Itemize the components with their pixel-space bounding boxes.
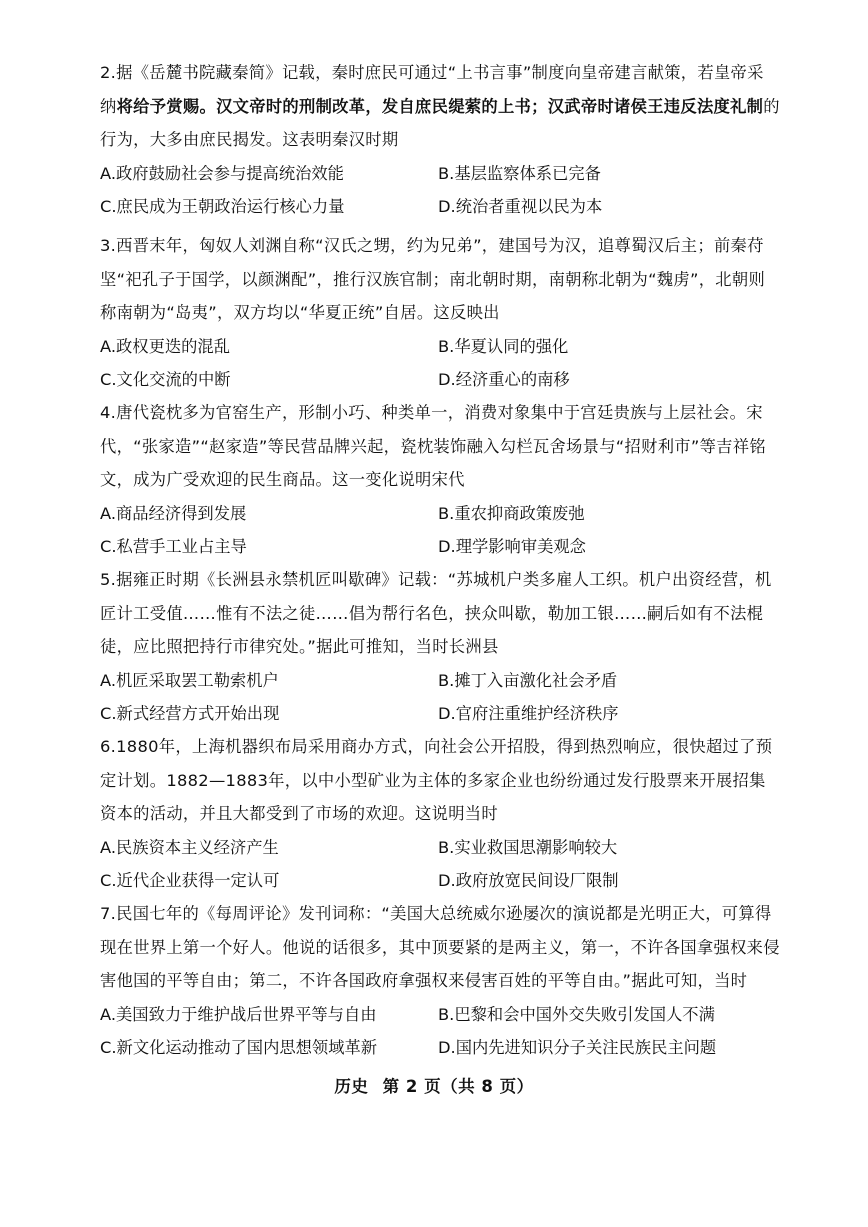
question-stem: 4.唐代瓷枕多为官窑生产，形制小巧、种类单一，消费对象集中于宫廷贵族与上层社会。宋代，“张家造”“赵家造”等民营品牌兴起，瓷枕装饰融入勾栏瓦舍场景与“招财利市”等吉祥铭文，成为广受欢迎的民生商品。这一变化说明宋代 [100, 403, 766, 489]
option-b[interactable]: B.实业救国思潮影响较大 [438, 837, 618, 857]
stem-text: 的行为，大多由庶民揭发。这表明秦汉时期 [100, 96, 780, 149]
option-b[interactable]: B.摊丁入亩激化社会矛盾 [438, 670, 618, 690]
option-b[interactable]: B.重农抑商政策废弛 [438, 503, 585, 523]
option-a[interactable]: A.政权更迭的混乱 [100, 336, 230, 356]
stem-text-bold: 将给予赏赐。汉文帝时的刑制改革，发自庶民缇萦的上书；汉武帝时诸侯王违反法度礼制 [116, 96, 764, 116]
option-c[interactable]: C.私营手工业占主导 [100, 537, 247, 556]
option-d[interactable]: D.经济重心的南移 [438, 370, 570, 389]
question-stem: 3.西晋末年，匈奴人刘渊自称“汉氏之甥，约为兄弟”，建国号为汉，追尊蜀汉后主；前秦苻坚“祀孔子于国学，以颜渊配”，推行汉族官制；南北朝时期，南朝称北朝为“魏虏”，北朝则称南朝为“岛夷”，双方均以“华夏正统”自居。这反映出 [100, 236, 766, 322]
question-7 [100, 897, 780, 1065]
options [100, 831, 780, 898]
option-d[interactable]: D.国内先进知识分子关注民族民主问题 [438, 1038, 717, 1057]
question-5 [100, 563, 780, 731]
question-stem [100, 56, 780, 157]
footer-page-number: 第 2 页（共 8 页） [382, 1077, 534, 1096]
option-d[interactable]: D.政府放宽民间设厂限制 [438, 871, 619, 890]
options [100, 497, 780, 564]
option-c[interactable]: C.近代企业获得一定认可 [100, 871, 280, 890]
option-b[interactable]: B.巴黎和会中国外交失败引发国人不满 [438, 1004, 715, 1024]
option-b[interactable]: B.基层监察体系已完备 [438, 163, 601, 183]
option-d[interactable]: D.统治者重视以民为本 [438, 197, 603, 216]
option-a[interactable]: A.商品经济得到发展 [100, 503, 247, 523]
option-a[interactable]: A.民族资本主义经济产生 [100, 837, 279, 857]
option-c[interactable]: C.新式经营方式开始出现 [100, 704, 280, 723]
option-a[interactable]: A.机匠采取罢工勒索机户 [100, 670, 279, 690]
option-c[interactable]: C.新文化运动推动了国内思想领域革新 [100, 1038, 378, 1057]
options [100, 330, 780, 397]
option-c[interactable]: C.庶民成为王朝政治运行核心力量 [100, 197, 345, 216]
option-a[interactable]: A.政府鼓励社会参与提高统治效能 [100, 163, 344, 183]
question-2 [100, 56, 780, 224]
question-stem: 6.1880年，上海机器织布局采用商办方式，向社会公开招股，得到热烈响应，很快超过了预定计划。1882—1883年，以中小型矿业为主体的多家企业也纷纷通过发行股票来开展招集资本的活动，并且大都受到了市场的欢迎。这说明当时 [100, 737, 773, 823]
question-stem: 5.据雍正时期《长洲县永禁机匠叫歇碑》记载：“苏城机户类多雇人工织。机户出资经营，机匠计工受值……惟有不法之徒……倡为帮行名色，挟众叫歇，勒加工银……嗣后如有不法棍徒，应比照把持行市律究处。”据此可推知，当时长洲县 [100, 570, 772, 656]
option-c[interactable]: C.文化交流的中断 [100, 370, 231, 389]
question-4 [100, 396, 780, 564]
question-6 [100, 730, 780, 898]
page-footer [0, 1073, 868, 1097]
options [100, 998, 780, 1065]
option-b[interactable]: B.华夏认同的强化 [438, 336, 569, 356]
option-d[interactable]: D.官府注重维护经济秩序 [438, 704, 619, 723]
question-stem: 7.民国七年的《每周评论》发刊词称：“美国大总统威尔逊屡次的演说都是光明正大，可算得现在世界上第一个好人。他说的话很多，其中顶要紧的是两主义，第一，不许各国拿强权来侵害他国的平等自由；第二，不许各国政府拿强权来侵害百姓的平等自由。”据此可知，当时 [100, 904, 780, 990]
options [100, 664, 780, 731]
options [100, 157, 780, 224]
option-d[interactable]: D.理学影响审美观念 [438, 537, 586, 556]
footer-subject: 历史 [334, 1077, 369, 1096]
stem-text: 2.据《岳麓书院藏秦简》记载，秦时庶民可通过“上书言事”制度向皇帝建言献策，若皇帝采纳 [100, 63, 764, 116]
question-3 [100, 229, 780, 397]
option-a[interactable]: A.美国致力于维护战后世界平等与自由 [100, 1004, 377, 1024]
